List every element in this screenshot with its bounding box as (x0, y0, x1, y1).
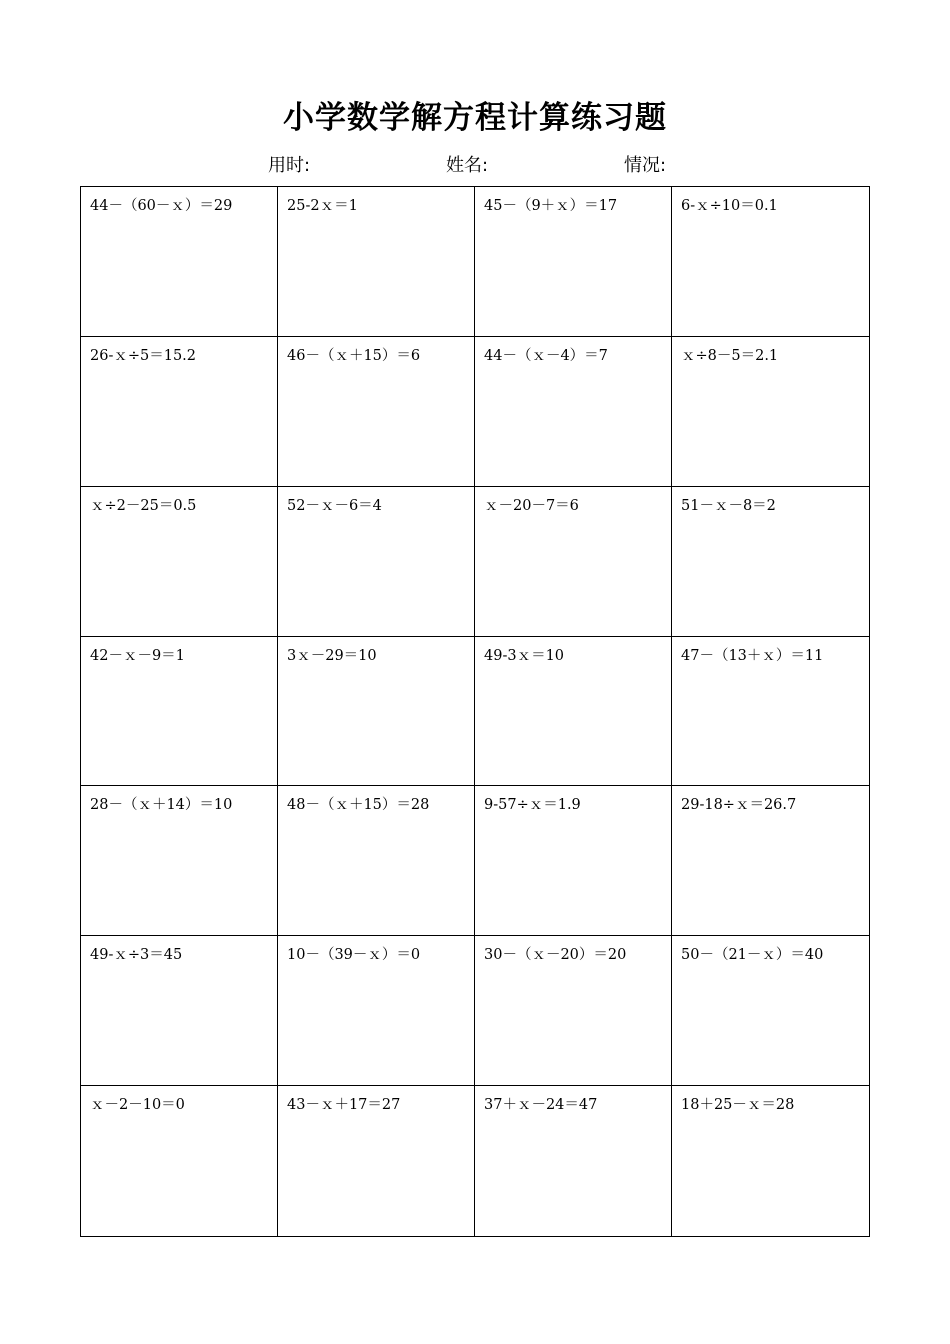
problem-grid (80, 186, 870, 1237)
problem-cell: ｘ－20－7＝6 (475, 487, 672, 637)
problem-cell: 52－ｘ－6＝4 (278, 487, 475, 637)
problem-cell: 42－ｘ－9＝1 (81, 637, 278, 787)
problem-cell: 25-2ｘ＝1 (278, 187, 475, 337)
problem-cell: 45－（9＋ｘ）＝17 (475, 187, 672, 337)
problem-cell: 3ｘ－29＝10 (278, 637, 475, 787)
problem-cell: 49-ｘ÷3＝45 (81, 936, 278, 1086)
problem-cell: 51－ｘ－8＝2 (672, 487, 869, 637)
problem-cell: 30－（ｘ－20）＝20 (475, 936, 672, 1086)
problem-cell: 29-18÷ｘ＝26.7 (672, 786, 869, 936)
problem-cell: 47－（13＋ｘ）＝11 (672, 637, 869, 787)
problem-cell: 26-ｘ÷5＝15.2 (81, 337, 278, 487)
problem-cell: ｘ－2－10＝0 (81, 1086, 278, 1236)
problem-cell: 48－（ｘ＋15）＝28 (278, 786, 475, 936)
status-label: 情况: (624, 155, 667, 176)
problem-cell: 49-3ｘ＝10 (475, 637, 672, 787)
problem-cell: 18＋25－ｘ＝28 (681, 1097, 795, 1114)
problem-cell: 9-57÷ｘ＝1.9 (475, 786, 672, 936)
problem-cell: 10－（39－ｘ）＝0 (278, 936, 475, 1086)
problem-cell: 44－（60－ｘ）＝29 (81, 187, 278, 337)
problem-cell: ｘ÷2－25＝0.5 (81, 487, 278, 637)
problem-cell: 37＋ｘ－24＝47 (475, 1086, 672, 1236)
problem-cell: 6-ｘ÷10＝0.1 (672, 187, 869, 337)
problem-cell: 43－ｘ＋17＝27 (278, 1086, 475, 1236)
name-label: 姓名: (446, 155, 489, 176)
problem-cell: ｘ÷8－5＝2.1 (672, 337, 869, 487)
time-label: 用时: (268, 155, 311, 176)
problem-cell: 46－（ｘ＋15）＝6 (278, 337, 475, 487)
worksheet-title: 小学数学解方程计算练习题 (283, 100, 667, 136)
problem-cell: 44－（ｘ－4）＝7 (475, 337, 672, 487)
problem-cell: 28－（ｘ＋14）＝10 (81, 786, 278, 936)
problem-cell: 50－（21－ｘ）＝40 (672, 936, 869, 1086)
